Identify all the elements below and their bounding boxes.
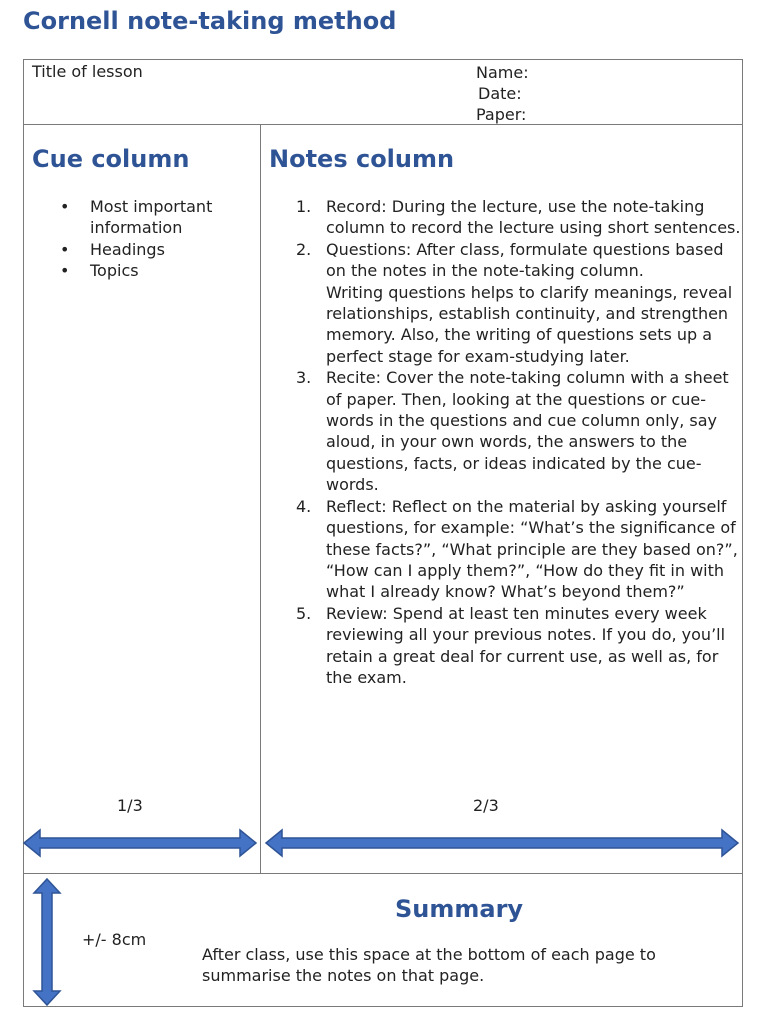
notes-item [296, 196, 744, 239]
notes-item [296, 367, 744, 495]
notes-fraction: 2/3 [473, 796, 499, 815]
summary-heading: Summary [395, 895, 524, 923]
notes-item-number: 4. [296, 496, 312, 516]
notes-item-number: 2. [296, 239, 312, 259]
lesson-title-label: Title of lesson [32, 62, 143, 81]
notes-item [296, 603, 744, 689]
notes-column-heading: Notes column [269, 145, 455, 173]
notes-item-number: 3. [296, 368, 312, 388]
summary-height-label: +/- 8cm [82, 930, 147, 949]
notes-width-arrow-icon [264, 828, 740, 858]
notes-item-text: Reflect: Reflect on the material by asking yourself questions, for example: “What’s the significance of these facts?”, “What principle are they based on?”, “How can I apply them?”, “How do they fit in with what I already know? What’s beyond them?” [326, 496, 738, 602]
cue-fraction: 1/3 [117, 796, 143, 815]
notes-item [296, 496, 744, 603]
notes-item-text-continued: Writing questions helps to clarify meanings, reveal relationships, establish continuity, and strengthen memory. Also, the writing of questions sets up a perfect stage for exam-studying later. [326, 282, 733, 366]
paper-label: Paper: [476, 105, 527, 124]
date-label: Date: [478, 84, 522, 103]
name-label: Name: [476, 63, 529, 82]
cue-item: • Headings [58, 239, 248, 260]
notes-item-text: Review: Spend at least ten minutes every week reviewing all your previous notes. If you do, you’ll retain a great deal for current use, as well as, for the exam. [326, 603, 726, 687]
notes-list [296, 196, 744, 688]
cue-item: • Most important information [58, 196, 248, 239]
student-info [476, 62, 529, 125]
cue-column-heading: Cue column [32, 145, 190, 173]
notes-item-text: Record: During the lecture, use the note-taking column to record the lecture using short sentences. [326, 197, 741, 238]
cue-item: • Topics [58, 260, 248, 281]
summary-divider [23, 873, 743, 874]
notes-item [296, 239, 744, 367]
summary-text: After class, use this space at the bottom of each page to summarise the notes on that page. [202, 945, 656, 986]
header-divider [23, 124, 743, 125]
page-title: Cornell note-taking method [23, 7, 397, 35]
column-divider [260, 124, 261, 874]
notes-item-text: Questions: After class, formulate questions based on the notes in the note-taking column. [326, 239, 724, 281]
cue-width-arrow-icon [22, 828, 258, 858]
notes-item-number: 1. [296, 197, 312, 216]
notes-item-number: 5. [296, 603, 312, 623]
notes-item-text: Recite: Cover the note-taking column with a sheet of paper. Then, looking at the questions or cue-words in the questions and cue column only, say aloud, in your own words, the answers to the questions, facts, or ideas indicated by the cue-words. [326, 368, 729, 495]
cue-list [58, 196, 248, 282]
summary-height-arrow-icon [32, 877, 62, 1007]
